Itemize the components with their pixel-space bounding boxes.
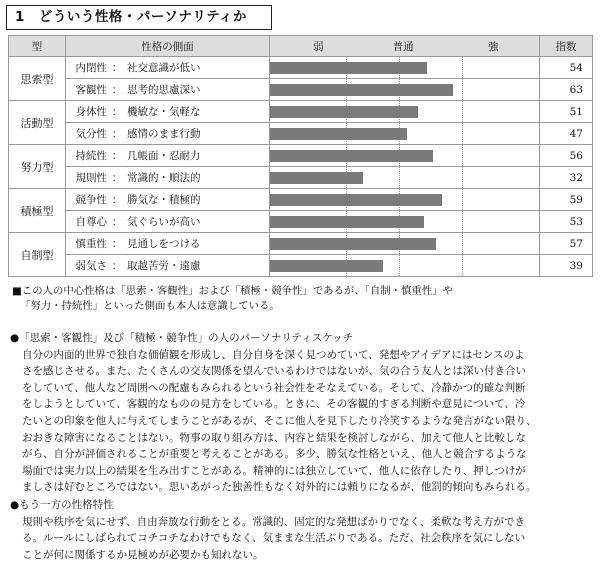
personality-sketch-section <box>10 330 592 496</box>
scale-gridline <box>462 255 463 276</box>
score-bar <box>270 106 418 118</box>
paragraph-line: 規則や秩序を気にせず、自由奔放な行動をとる。常識的、固定的な発想ばかりでなく、柔軟な考え方ができ <box>22 515 525 528</box>
score-bar-cell <box>270 189 540 211</box>
scale-gridline <box>462 57 463 78</box>
trait-separator: ： <box>111 172 123 184</box>
type-cell: 自制型 <box>9 233 66 277</box>
trait-separator: ： <box>111 216 123 228</box>
trait-description: 勝気な・積極的 <box>127 194 201 206</box>
score-bar-cell <box>270 101 540 123</box>
type-cell: 努力型 <box>9 145 66 189</box>
summary-line-1: ■この人の中心性格は「思索・客観性」および「積極・競争性」であるが、「自制・慎重性」や <box>12 285 454 297</box>
trait-cell <box>66 255 270 277</box>
score-value: 56 <box>540 145 593 167</box>
trait-description: 取越苦労・遠慮 <box>127 260 201 272</box>
score-bar-cell <box>270 57 540 79</box>
trait-name: 内閉性 <box>75 62 107 74</box>
trait-cell <box>66 79 270 101</box>
paragraph-line: おおきな障害になることはない。物事の取り組み方は、内容と結果を検討しながら、加えて他人と比較しな <box>22 431 526 444</box>
score-value: 57 <box>540 233 593 255</box>
paragraph-line: ことが何に関係するか見極めが必要かも知れない。 <box>22 548 264 561</box>
trait-cell <box>66 123 270 145</box>
other-trait-body <box>10 514 592 564</box>
trait-name: 競争性 <box>75 194 107 206</box>
trait-name: 客観性 <box>75 84 107 96</box>
table-header-row <box>9 36 593 57</box>
section-number: 1 <box>15 9 25 25</box>
trait-description: 感情のまま行動 <box>127 128 201 140</box>
type-cell: 思索型 <box>9 57 66 101</box>
trait-separator: ： <box>111 238 123 250</box>
trait-cell <box>66 57 270 79</box>
trait-separator: ： <box>111 62 123 74</box>
trait-description: 社交意識が低い <box>127 62 201 74</box>
table-row <box>9 189 593 211</box>
table-row <box>9 145 593 167</box>
header-strong: 強 <box>488 41 499 53</box>
summary-line-2: 「努力・持続性」といった側面も本人は意識している。 <box>20 300 280 312</box>
section-title <box>6 5 272 30</box>
score-bar <box>270 172 363 184</box>
score-bar-cell <box>270 255 540 277</box>
other-trait-section <box>10 497 592 563</box>
scale-gridline <box>462 79 463 100</box>
table-body <box>9 57 593 277</box>
header-type: 型 <box>9 36 66 57</box>
paragraph-line: 自分の内面的世界で独自な価値観を形成し、自分自身を深く見つめていて、発想やアイデアにはセンスのよ <box>22 348 525 361</box>
trait-separator: ： <box>111 260 123 272</box>
header-normal: 普通 <box>392 41 414 53</box>
score-value: 39 <box>540 255 593 277</box>
trait-description: 見通しをつける <box>127 238 201 250</box>
table-row <box>9 101 593 123</box>
score-bar-cell <box>270 211 540 233</box>
scale-gridline <box>462 167 463 188</box>
trait-separator: ： <box>111 128 123 140</box>
trait-description: 常識的・順法的 <box>127 172 201 184</box>
score-bar <box>270 62 427 74</box>
trait-separator: ： <box>111 106 123 118</box>
paragraph-line: をしようとしていて、客観的なものの見方をしている。ときに、その客観的すぎる判断や意見について、冷 <box>22 398 526 411</box>
paragraph-line: さを感じさせる。また、たくさんの交友関係を望んでいるわけではないが、気の合う友人とは深い付き合い <box>22 365 526 378</box>
score-value: 54 <box>540 57 593 79</box>
scale-gridline <box>399 255 400 276</box>
table-row <box>9 57 593 79</box>
scale-gridline <box>462 189 463 210</box>
paragraph-line: る。ルールにしばられてコチコチなわけでもなく、気ままな生活ぶりである。ただ、社会秩序を気にしない <box>22 532 526 545</box>
section-title-text: どういう性格・パーソナリティか <box>38 9 248 25</box>
trait-name: 身体性 <box>75 106 107 118</box>
sketch-heading: ●「思索・客観性」及び「積極・競争性」の人のパーソナリティスケッチ <box>10 332 354 344</box>
score-bar <box>270 238 436 250</box>
trait-description: 機敏な・気軽な <box>127 106 201 118</box>
trait-name: 弱気さ <box>75 260 107 272</box>
score-value: 53 <box>540 211 593 233</box>
score-bar <box>270 84 453 96</box>
type-cell: 活動型 <box>9 101 66 145</box>
header-aspect: 性格の側面 <box>66 36 270 57</box>
trait-cell <box>66 145 270 167</box>
trait-cell <box>66 233 270 255</box>
header-scale <box>270 36 540 57</box>
score-value: 51 <box>540 101 593 123</box>
scale-gridline <box>462 145 463 166</box>
header-weak: 弱 <box>313 41 324 53</box>
table-row <box>9 167 593 189</box>
table-row <box>9 255 593 277</box>
score-bar-cell <box>270 123 540 145</box>
scale-gridline <box>399 167 400 188</box>
score-value: 59 <box>540 189 593 211</box>
sketch-body <box>10 347 592 496</box>
paragraph-line: 場面では実力以上の結果を生み出すことがある。精神的には独立していて、他人に依存したり、押しつけが <box>22 464 526 477</box>
trait-separator: ： <box>111 194 123 206</box>
score-bar-cell <box>270 79 540 101</box>
score-bar <box>270 128 407 140</box>
score-bar <box>270 216 424 228</box>
scale-gridline <box>462 123 463 144</box>
trait-name: 慎重性 <box>75 238 107 250</box>
type-cell: 積極型 <box>9 189 66 233</box>
trait-cell <box>66 167 270 189</box>
table-row <box>9 233 593 255</box>
score-bar <box>270 150 433 162</box>
paragraph-line: がら、自分が評価されることが重要と考えることがある。多少、勝気な性格といえ、他人と競合するような <box>22 448 527 461</box>
paragraph-line: たいとの印象を他人に与えてしまうことがあるが、そこに他人を見下したり冷笑するような発言がない限り、 <box>22 414 537 427</box>
trait-description: 思考的思慮深い <box>127 84 201 96</box>
trait-separator: ： <box>111 84 123 96</box>
trait-cell <box>66 211 270 233</box>
summary-text <box>12 284 592 314</box>
trait-name: 自尊心 <box>75 216 107 228</box>
trait-cell <box>66 101 270 123</box>
score-bar-cell <box>270 233 540 255</box>
header-index: 指数 <box>540 36 593 57</box>
trait-description: 気ぐらいが高い <box>127 216 201 228</box>
score-bar <box>270 260 383 272</box>
score-value: 32 <box>540 167 593 189</box>
paragraph-line: ましさは好むところではない。思いあがった独善性もなく対外的には頼りになるが、他罰的傾向もみられる。 <box>22 481 537 494</box>
scale-gridline <box>462 233 463 254</box>
table-row <box>9 211 593 233</box>
table-row <box>9 123 593 145</box>
trait-cell <box>66 189 270 211</box>
personality-table <box>8 35 593 277</box>
scale-gridline <box>462 101 463 122</box>
trait-separator: ： <box>111 150 123 162</box>
table-row <box>9 79 593 101</box>
score-bar-cell <box>270 145 540 167</box>
score-bar-cell <box>270 167 540 189</box>
trait-name: 規則性 <box>75 172 107 184</box>
score-value: 63 <box>540 79 593 101</box>
scale-gridline <box>462 211 463 232</box>
score-value: 47 <box>540 123 593 145</box>
other-trait-heading: ●もう一方の性格特性 <box>10 499 114 511</box>
trait-description: 几帳面・忍耐力 <box>127 150 201 162</box>
trait-name: 気分性 <box>75 128 107 140</box>
score-bar <box>270 194 442 206</box>
trait-name: 持続性 <box>75 150 107 162</box>
paragraph-line: をしていて、他人など周囲への配慮もみられるという社会性をそなえている。そして、冷静かつ的確な判断 <box>22 381 526 394</box>
